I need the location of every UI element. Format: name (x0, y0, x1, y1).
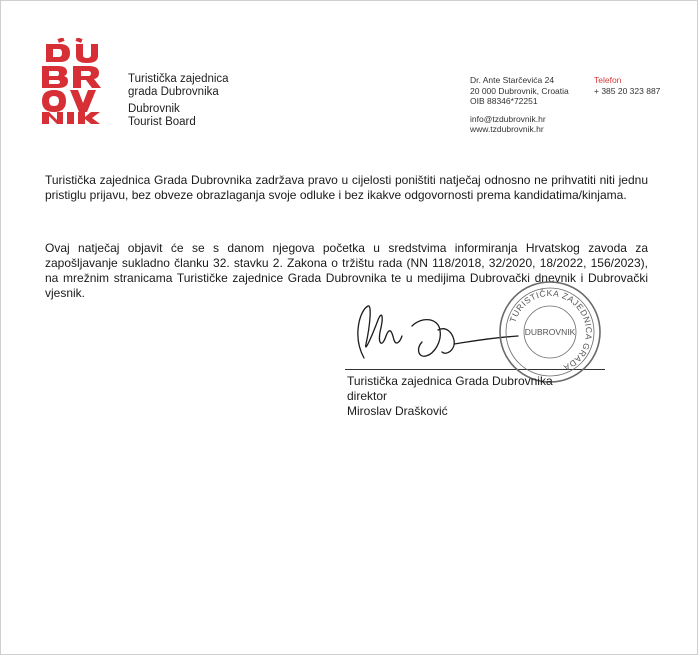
stamp-center-text: DUBROVNIK (524, 327, 576, 337)
phone-label: Telefon (594, 75, 622, 85)
oib-number: OIB 88346*72251 (470, 96, 538, 106)
org-name-line2: grada Dubrovnika (128, 86, 219, 98)
org-name-line1: Turistička zajednica (128, 73, 229, 85)
email-link[interactable]: info@tzdubrovnik.hr (470, 113, 546, 124)
signer-block (347, 374, 553, 419)
signer-title: direktor (347, 389, 388, 403)
handwritten-signature (342, 296, 522, 370)
official-stamp (496, 278, 604, 386)
address-block (470, 75, 569, 135)
street-address: Dr. Ante Starčevića 24 (470, 75, 555, 85)
org-name-line3: Dubrovnik (128, 103, 180, 115)
signer-organization: Turistička zajednica Grada Dubrovnika (347, 374, 553, 388)
org-name-line4: Tourist Board (128, 116, 196, 128)
organization-name (128, 73, 229, 129)
website-link[interactable]: www.tzdubrovnik.hr (470, 124, 544, 134)
dubrovnik-logo (40, 38, 118, 124)
paragraph-cancellation: Turistička zajednica Grada Dubrovnika zadržava pravo u cijelosti poništiti natječaj odnosno ne prihvatiti niti jednu pristiglu prijavu, bez obveze obrazlaganja svoje odluke i bez ikakve odgovornosti prema kandidatima/kinjama. (45, 173, 648, 202)
signer-name: Miroslav Drašković (347, 404, 448, 418)
stamp-ring-text: TURISTIČKA ZAJEDNICA GRADA (507, 287, 595, 374)
city-address: 20 000 Dubrovnik, Croatia (470, 85, 569, 96)
paragraph-publication: Ovaj natječaj objavit će se s danom njegova početka u sredstvima informiranja Hrvatskog zavoda za zapošljavanje sukladno članku 32. stavku 2. Zakona o tržištu rada (NN 118/2018, 32/2020, 18/2022, 156/2023), na mrežnim stranicama Turističke zajednice Grada Dubrovnika te u medijima Dubrovački dnevnik i Dubrovački vjesnik. (45, 241, 648, 300)
phone-number[interactable]: + 385 20 323 887 (594, 85, 661, 96)
phone-block (594, 75, 660, 96)
